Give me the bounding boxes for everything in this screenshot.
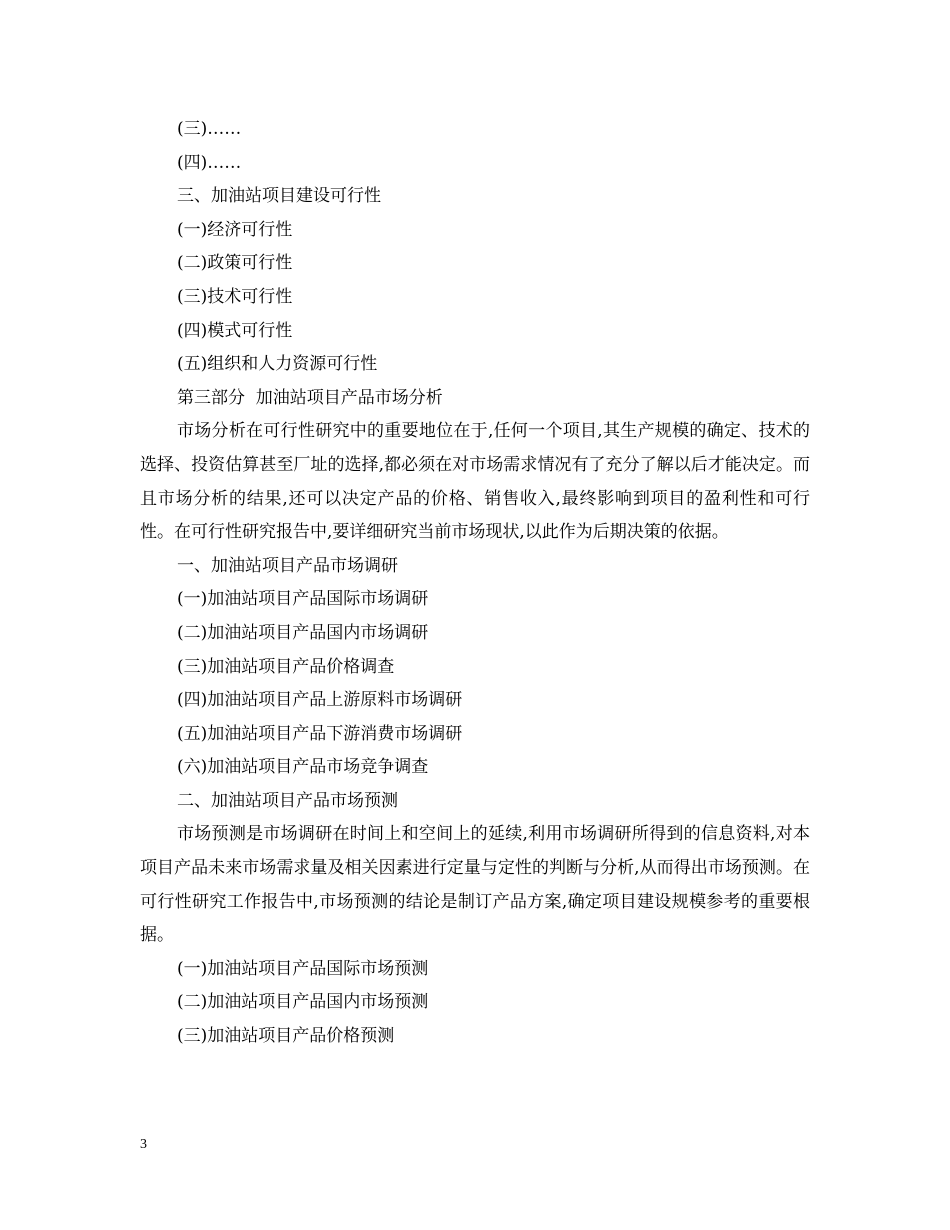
section-heading: 一、加油站项目产品市场调研	[177, 555, 398, 576]
outline-item: (三)……	[177, 119, 242, 139]
section-heading: 三、加油站项目建设可行性	[177, 186, 381, 207]
outline-item: (二)加油站项目产品国内市场调研	[177, 622, 429, 643]
outline-item: (六)加油站项目产品市场竞争调查	[177, 757, 429, 778]
outline-item: (二)加油站项目产品国内市场预测	[177, 992, 429, 1013]
outline-item: (四)……	[177, 152, 242, 173]
page-number: 3	[140, 1137, 147, 1152]
section-heading: 二、加油站项目产品市场预测	[177, 790, 398, 811]
outline-item: (四)加油站项目产品上游原料市场调研	[177, 690, 463, 711]
outline-item: (一)加油站项目产品国际市场调研	[177, 589, 429, 610]
outline-item: (五)加油站项目产品下游消费市场调研	[177, 723, 463, 744]
outline-item: (五)组织和人力资源可行性	[177, 354, 378, 375]
market-forecast-paragraph: 市场预测是市场调研在时间上和空间上的延续,利用市场调研所得到的信息资料,对本项目产品未来市场需求量及相关因素进行定量与定性的判断与分析,从而得出市场预测。在可行性研究工作报告中,市场预测的结论是制订产品方案,确定项目建设规模参考的重要根据。	[140, 824, 810, 946]
part-heading: 第三部分 加油站项目产品市场分析	[177, 387, 443, 408]
outline-item: (三)加油站项目产品价格调查	[177, 656, 395, 677]
outline-item: (四)模式可行性	[177, 320, 293, 341]
outline-item: (三)技术可行性	[177, 286, 293, 307]
document-body	[140, 113, 810, 1054]
outline-item: (二)政策可行性	[177, 253, 293, 274]
outline-item: (一)经济可行性	[177, 219, 293, 240]
market-analysis-paragraph: 市场分析在可行性研究中的重要地位在于,任何一个项目,其生产规模的确定、技术的选择、投资估算甚至厂址的选择,都必须在对市场需求情况有了充分了解以后才能决定。而且市场分析的结果,还可以决定产品的价格、销售收入,最终影响到项目的盈利性和可行性。在可行性研究报告中,要详细研究当前市场现状,以此作为后期决策的依据。	[140, 421, 810, 543]
outline-item: (一)加油站项目产品国际市场预测	[177, 958, 429, 979]
outline-item: (三)加油站项目产品价格预测	[177, 1026, 395, 1047]
